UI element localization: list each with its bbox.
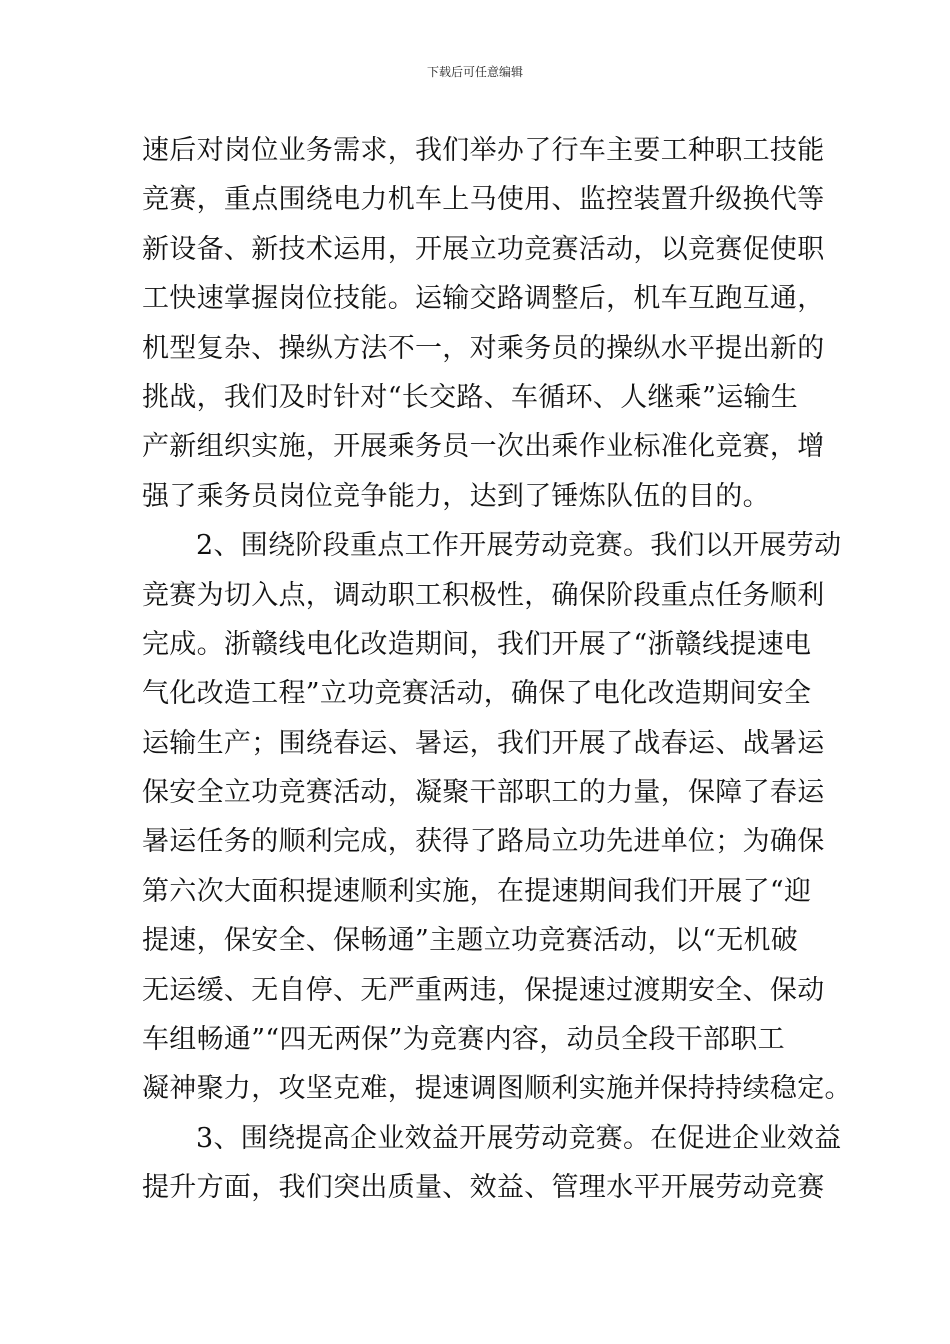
text-line: 气化改造工程”立功竞赛活动，确保了电化改造期间安全 (142, 678, 812, 710)
text-line: 速后对岗位业务需求，我们举办了行车主要工种职工技能 (142, 135, 825, 166)
text-line: 产新组织实施，开展乘务员一次出乘作业标准化竞赛，增 (142, 431, 825, 463)
text-line: 新设备、新技术运用，开展立功竞赛活动，以竞赛促使职 (142, 233, 825, 265)
text-line: 凝神聚力，攻坚克难，提速调图顺利实施并保持持续稳定。 (142, 1073, 852, 1105)
text-line: 无运缓、无自停、无严重两违，保提速过渡期安全、保动 (142, 974, 825, 1006)
text-line: 机型复杂、操纵方法不一，对乘务员的操纵水平提出新的 (142, 332, 825, 364)
page-header: 下载后可任意编辑 (426, 65, 523, 79)
text-line: 运输生产；围绕春运、暑运，我们开展了战春运、战暑运 (142, 727, 825, 759)
text-line: 工快速掌握岗位技能。运输交路调整后，机车互跑互通， (142, 283, 825, 315)
paragraph (142, 521, 852, 1114)
text-line: 提升方面，我们突出质量、效益、管理水平开展劳动竞赛 (142, 1172, 825, 1204)
text-line: 第六次大面积提速顺利实施，在提速期间我们开展了“迎 (142, 875, 812, 907)
text-line: 完成。浙赣线电化改造期间，我们开展了“浙赣线提速电 (142, 628, 812, 660)
paragraph (142, 126, 825, 521)
paragraph (142, 1114, 842, 1213)
document-body (142, 126, 852, 1213)
text-line: 3、围绕提高企业效益开展劳动竞赛。在促进企业效益 (196, 1122, 842, 1154)
text-line: 挑战，我们及时针对“长交路、车循环、人继乘”运输生 (142, 381, 799, 413)
text-line: 强了乘务员岗位竞争能力，达到了锤炼队伍的目的。 (142, 480, 770, 512)
text-line: 保安全立功竞赛活动，凝聚干部职工的力量，保障了春运 (142, 777, 825, 809)
text-line: 竞赛，重点围绕电力机车上马使用、监控装置升级换代等 (142, 184, 825, 216)
text-line: 2、围绕阶段重点工作开展劳动竞赛。我们以开展劳动 (196, 530, 842, 562)
text-line: 车组畅通”“四无两保”为竞赛内容，动员全段干部职工 (142, 1024, 785, 1056)
text-line: 暑运任务的顺利完成，获得了路局立功先进单位；为确保 (142, 826, 825, 858)
text-line: 提速，保安全、保畅通”主题立功竞赛活动，以“无机破 (142, 925, 799, 957)
text-line: 竞赛为切入点，调动职工积极性，确保阶段重点任务顺利 (142, 579, 825, 611)
